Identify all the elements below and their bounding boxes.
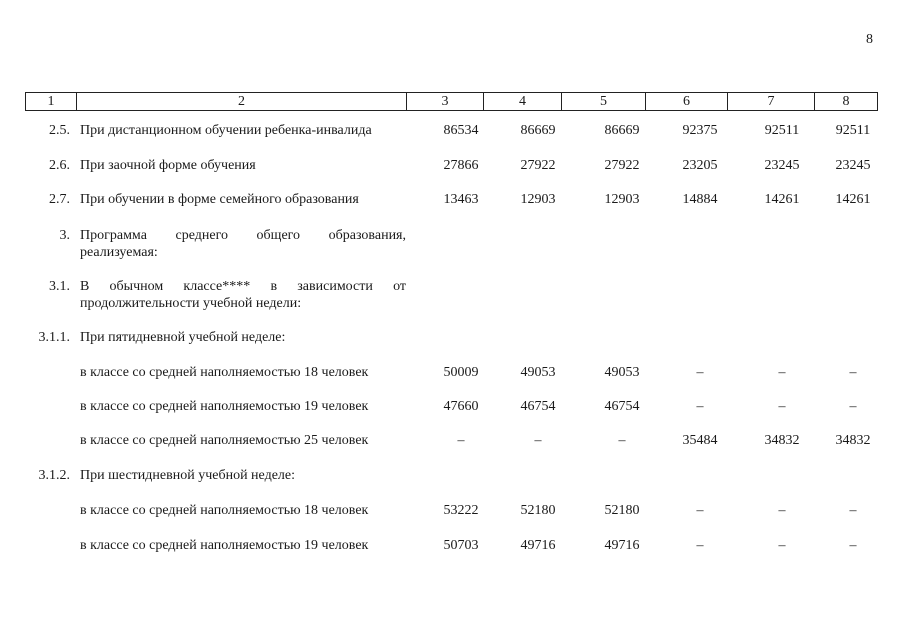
row-number: 2.6.: [49, 158, 70, 173]
row-number: 3.1.1.: [38, 330, 70, 345]
cell-col-7: 92511: [764, 123, 800, 138]
column-header: 4: [484, 93, 562, 111]
cell-col-5: 27922: [604, 158, 640, 173]
column-number-header: [25, 92, 878, 111]
cell-col-8: –: [849, 365, 857, 380]
cell-col-6: –: [696, 538, 704, 553]
column-header: 8: [815, 93, 878, 111]
row-label: При дистанционном обучении ребенка-инвалида: [80, 123, 372, 138]
cell-col-4: 12903: [520, 192, 556, 207]
cell-col-4: 46754: [520, 399, 556, 414]
row-label: При шестидневной учебной неделе:: [80, 468, 296, 483]
cell-col-8: –: [849, 503, 857, 518]
cell-col-7: –: [778, 365, 786, 380]
cell-col-8: –: [849, 538, 857, 553]
cell-col-7: –: [778, 399, 786, 414]
cell-col-4: 86669: [520, 123, 556, 138]
cell-col-5: 12903: [604, 192, 640, 207]
cell-col-5: 49053: [604, 365, 640, 380]
cell-col-5: –: [618, 433, 626, 448]
cell-col-3: 53222: [443, 503, 479, 518]
row-number: 3.1.2.: [38, 468, 70, 483]
row-label: В обычном классе**** в зависимости от продолжительности учебной недели:: [80, 279, 406, 311]
cell-col-5: 86669: [604, 123, 640, 138]
column-header: 1: [26, 93, 77, 111]
cell-col-6: 23205: [682, 158, 718, 173]
cell-col-4: 52180: [520, 503, 556, 518]
cell-col-3: 50009: [443, 365, 479, 380]
cell-col-6: 92375: [682, 123, 718, 138]
cell-col-6: 35484: [682, 433, 718, 448]
cell-col-8: 92511: [835, 123, 871, 138]
cell-col-6: –: [696, 365, 704, 380]
cell-col-3: 13463: [443, 192, 479, 207]
row-label: в классе со средней наполняемостью 19 человек: [80, 538, 369, 553]
cell-col-7: –: [778, 503, 786, 518]
cell-col-4: –: [534, 433, 542, 448]
row-number: 3.1.: [49, 279, 70, 294]
row-label: Программа среднего общего образования, реализуемая:: [80, 228, 406, 260]
cell-col-3: 27866: [443, 158, 479, 173]
row-number: 2.7.: [49, 192, 70, 207]
cell-col-7: 34832: [764, 433, 800, 448]
cell-col-7: 14261: [764, 192, 800, 207]
column-header: 6: [646, 93, 728, 111]
column-header: 5: [562, 93, 646, 111]
cell-col-5: 49716: [604, 538, 640, 553]
cell-col-3: 50703: [443, 538, 479, 553]
column-header: 7: [728, 93, 815, 111]
row-label: При заочной форме обучения: [80, 158, 256, 173]
cell-col-7: 23245: [764, 158, 800, 173]
row-number: 2.5.: [49, 123, 70, 138]
cell-col-4: 49053: [520, 365, 556, 380]
cell-col-5: 52180: [604, 503, 640, 518]
cell-col-4: 49716: [520, 538, 556, 553]
row-label: в классе со средней наполняемостью 18 человек: [80, 365, 369, 380]
cell-col-6: –: [696, 503, 704, 518]
cell-col-6: 14884: [682, 192, 718, 207]
row-label: в классе со средней наполняемостью 25 человек: [80, 433, 369, 448]
cell-col-3: 47660: [443, 399, 479, 414]
page-number: 8: [866, 32, 873, 47]
cell-col-8: 34832: [835, 433, 871, 448]
row-label: При обучении в форме семейного образования: [80, 192, 359, 207]
cell-col-4: 27922: [520, 158, 556, 173]
column-header: 2: [77, 93, 407, 111]
cell-col-6: –: [696, 399, 704, 414]
cell-col-3: –: [457, 433, 465, 448]
row-label: При пятидневной учебной неделе:: [80, 330, 286, 345]
cell-col-7: –: [778, 538, 786, 553]
column-header: 3: [407, 93, 484, 111]
row-number: 3.: [59, 228, 70, 243]
cell-col-5: 46754: [604, 399, 640, 414]
cell-col-8: 14261: [835, 192, 871, 207]
cell-col-3: 86534: [443, 123, 479, 138]
row-label: в классе со средней наполняемостью 19 человек: [80, 399, 369, 414]
cell-col-8: –: [849, 399, 857, 414]
cell-col-8: 23245: [835, 158, 871, 173]
row-label: в классе со средней наполняемостью 18 человек: [80, 503, 369, 518]
